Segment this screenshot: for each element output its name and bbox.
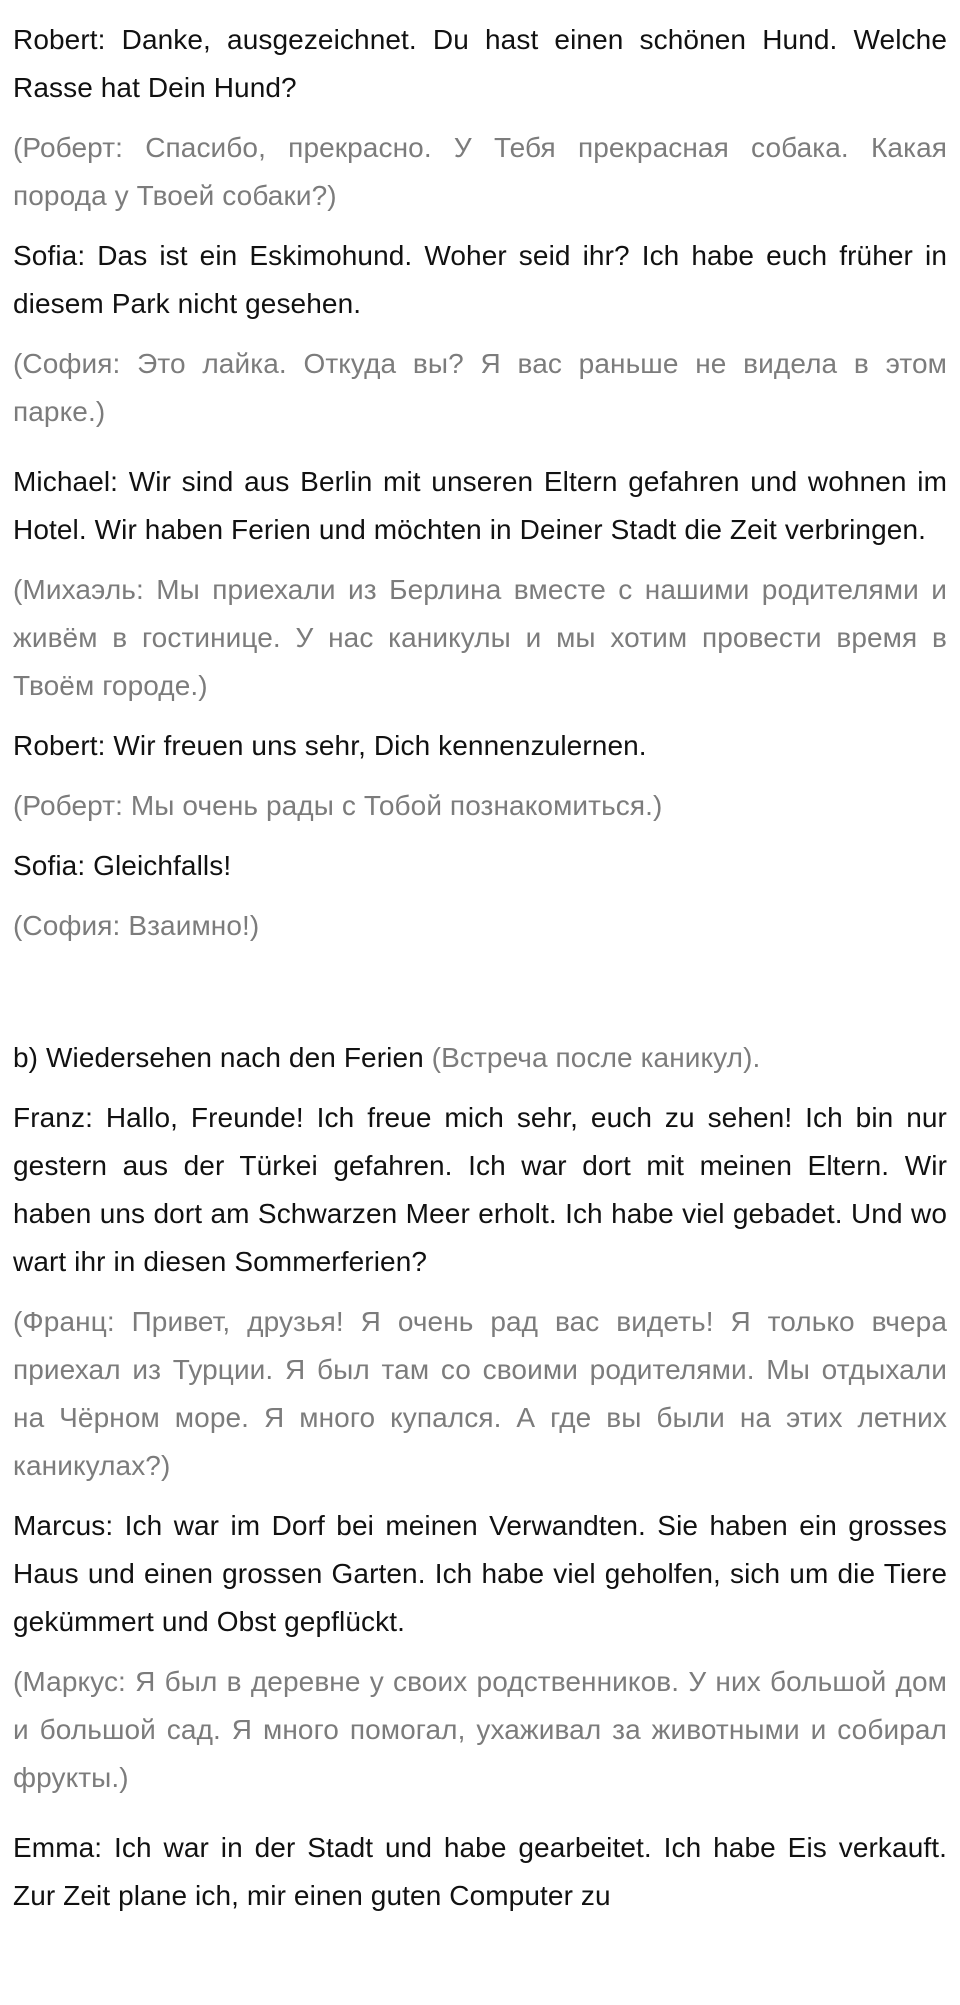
translation-marcus-1: (Маркус: Я был в деревне у своих родственников. У них большой дом и большой сад. Я много помогал, ухаживал за животными и собирал фрукты.) (13, 1666, 947, 1793)
document-page (13, 16, 947, 1932)
dialogue-line-emma-1: Emma: Ich war in der Stadt und habe gearbeitet. Ich habe Eis verkauft. Zur Zeit plane ich, mir einen guten Computer zu (13, 1832, 947, 1911)
dialogue-line-michael-1: Michael: Wir sind aus Berlin mit unseren Eltern gefahren und wohnen im Hotel. Wir haben Ferien und möchten in Deiner Stadt die Zeit verbringen. (13, 466, 947, 545)
translation-robert-1: (Роберт: Спасибо, прекрасно. У Тебя прекрасная собака. Какая порода у Твоей собаки?) (13, 132, 947, 211)
dialogue-line-robert-2: Robert: Wir freuen uns sehr, Dich kennenzulernen. (13, 730, 647, 761)
translation-michael-1: (Михаэль: Мы приехали из Берлина вместе с нашими родителями и живём в гостинице. У нас каникулы и мы хотим провести время в Твоём городе.) (13, 574, 947, 701)
dialogue-line-sofia-1: Sofia: Das ist ein Eskimohund. Woher seid ihr? Ich habe euch früher in diesem Park nicht gesehen. (13, 240, 947, 319)
translation-franz-1: (Франц: Привет, друзья! Я очень рад вас видеть! Я только вчера приехал из Турции. Я был там со своими родителями. Мы отдыхали на Чёрном море. Я много купался. А где вы были на этих летних каникулах?) (13, 1306, 947, 1481)
dialogue-line-robert-1: Robert: Danke, ausgezeichnet. Du hast einen schönen Hund. Welche Rasse hat Dein Hund? (13, 24, 947, 103)
translation-sofia-1: (София: Это лайка. Откуда вы? Я вас раньше не видела в этом парке.) (13, 348, 947, 427)
dialogue-line-franz-1: Franz: Hallo, Freunde! Ich freue mich sehr, euch zu sehen! Ich bin nur gestern aus der Türkei gefahren. Ich war dort mit meinen Eltern. Wir haben uns dort am Schwarzen Meer erholt. Ich habe viel gebadet. Und wo wart ihr in diesen Sommerferien? (13, 1102, 947, 1277)
dialogue-line-sofia-2: Sofia: Gleichfalls! (13, 850, 232, 881)
dialogue-line-marcus-1: Marcus: Ich war im Dorf bei meinen Verwandten. Sie haben ein grosses Haus und einen grossen Garten. Ich habe viel geholfen, sich um die Tiere gekümmert und Obst gepflückt. (13, 1510, 947, 1637)
section-b-title-translation: (Встреча после каникул). (431, 1042, 761, 1073)
section-b-title: b) Wiedersehen nach den Ferien (13, 1042, 432, 1073)
translation-robert-2: (Роберт: Мы очень рады с Тобой познакомиться.) (13, 790, 663, 821)
section-b-heading (13, 1034, 947, 1082)
translation-sofia-2: (София: Взаимно!) (13, 910, 260, 941)
